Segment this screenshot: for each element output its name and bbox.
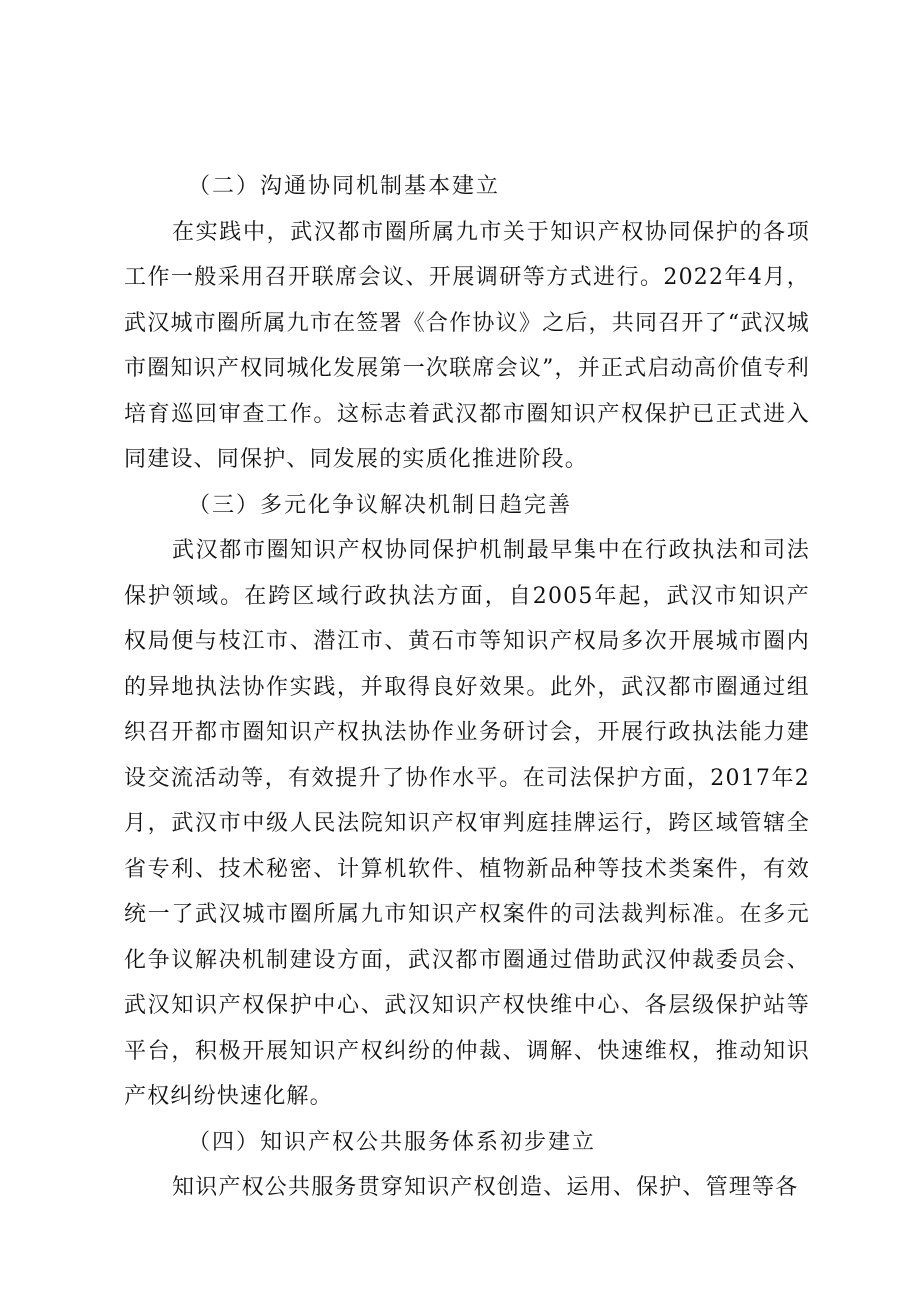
section-heading-2: （二）沟通协同机制基本建立 <box>188 174 501 199</box>
section-paragraph-3: 武汉都市圈知识产权协同保护机制最早集中在行政执法和司法保护领域。在跨区域行政执法方面，自2005年起，武汉市知识产权局便与枝江市、潜江市、黄石市等知识产权局多次开展城市圈内的异地执法协作实践，并取得良好效果。此外，武汉都市圈通过组织召开都市圈知识产权执法协作业务研讨会，开展行政执法能力建设交流活动等，有效提升了协作水平。在司法保护方面，2017年2月，武汉市中级人民法院知识产权审判庭挂牌运行，跨区域管辖全省专利、技术秘密、计算机软件、植物新品种等技术类案件，有效统一了武汉城市圈所属九市知识产权案件的司法裁判标准。在多元化争议解决机制建设方面，武汉都市圈通过借助武汉仲裁委员会、武汉知识产权保护中心、武汉知识产权快维中心、各层级保护站等平台，积极开展知识产权纠纷的仲裁、调解、快速维权，推动知识产权纠纷快速化解。 <box>124 538 810 1109</box>
section-heading-4: （四）知识产权公共服务体系初步建立 <box>188 1129 597 1155</box>
section-paragraph-4: 知识产权公共服务贯穿知识产权创造、运用、保护、管理等各 <box>172 1175 799 1200</box>
section-paragraph-2: 在实践中，武汉都市圈所属九市关于知识产权协同保护的各项工作一般采用召开联席会议、开展调研等方式进行。2022年4月，武汉城市圈所属九市在签署《合作协议》之后，共同召开了“武汉城市圈知识产权同城化发展第一次联席会议”，并正式启动高价值专利培育巡回审查工作。这标志着武汉都市圈知识产权保护已正式进入同建设、同保护、同发展的实质化推进阶段。 <box>124 219 810 472</box>
section-heading-3: （三）多元化争议解决机制日趋完善 <box>188 492 573 518</box>
document-body <box>124 164 810 1211</box>
